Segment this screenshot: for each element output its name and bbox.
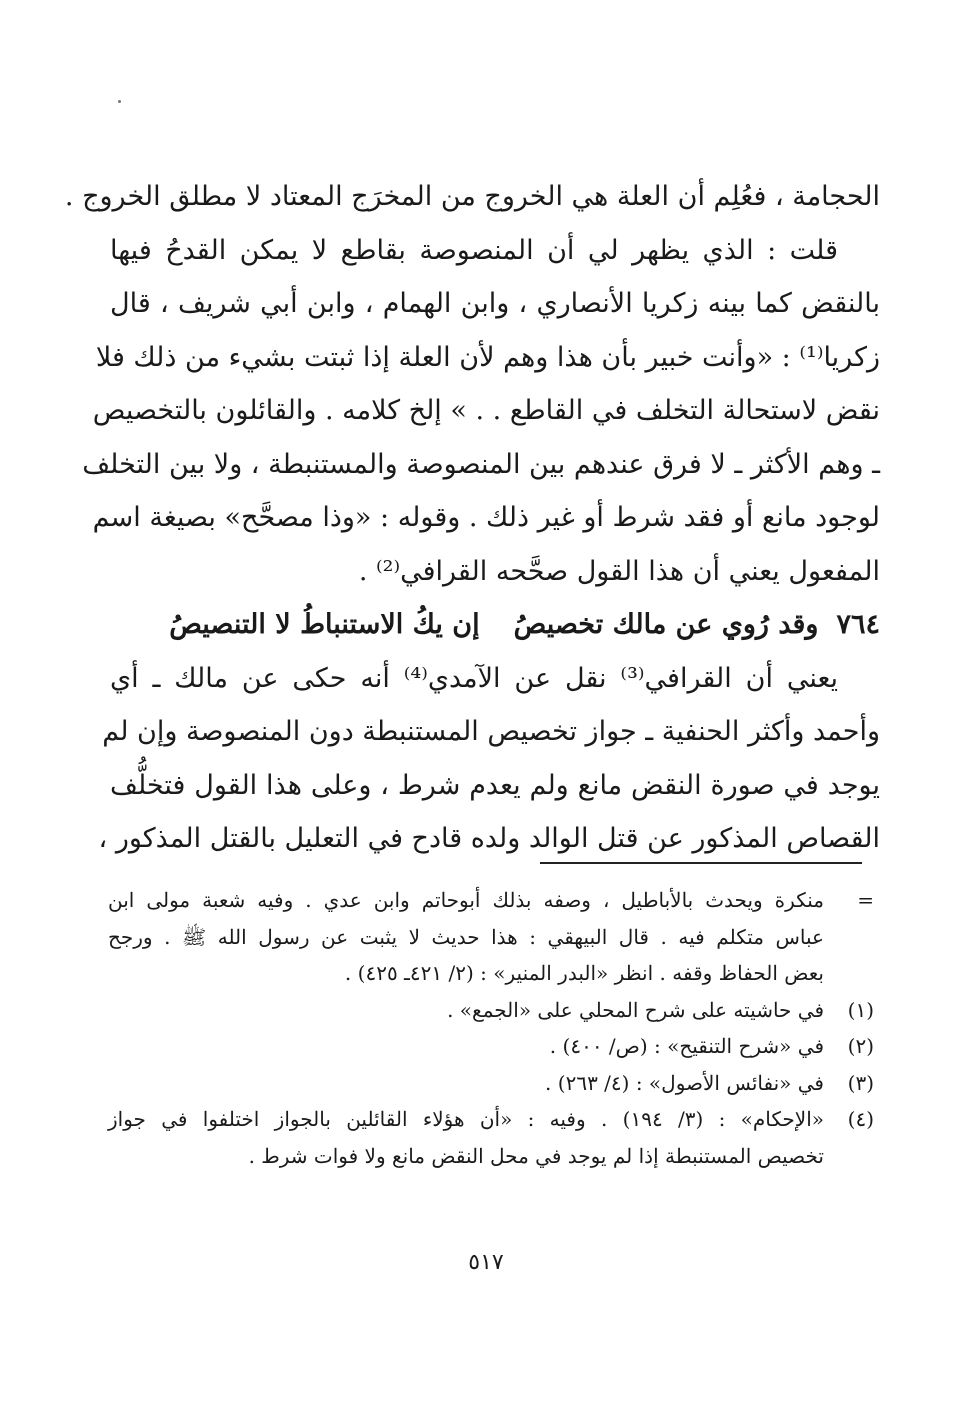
page-number: ٥١٧ (468, 1250, 504, 1275)
footnote-marker: (٣) (847, 1070, 874, 1095)
verse-hemistich-first: وقد رُوي عن مالك تخصيصُ (513, 609, 819, 640)
text-line: لوجود مانع أو فقد شرط أو غير ذلك . وقوله : «وذا مصحَّح» بصيغة اسم (92, 502, 880, 533)
footnote-1 (108, 992, 874, 1029)
text-line: يعني أن القرافي⁽³⁾ نقل عن الآمدي⁽⁴⁾ أنه حكى عن مالك ـ أي (110, 662, 839, 694)
footnote-2 (108, 1028, 874, 1065)
footnote-line: عباس متكلم فيه . قال البيهقي : هذا حديث لا يثبت عن رسول الله ﷺ . ورجح (108, 924, 824, 949)
text-line: زكريا⁽¹⁾ : «وأنت خبير بأن هذا وهم لأن العلة إذا ثبتت بشيء من ذلك فلا (95, 341, 880, 373)
text-line: الحجامة ، فعُلِم أن العلة هي الخروج من المخرَج المعتاد لا مطلق الخروج . (64, 181, 880, 212)
footnote-line: في «نفائس الأصول» : (٤/ ٢٦٣) . (545, 1070, 824, 1095)
footnote-marker: = (857, 888, 874, 912)
text-line: بالنقض كما بينه زكريا الأنصاري ، وابن الهمام ، وابن أبي شريف ، قال (110, 288, 880, 319)
footnote-marker: (٢) (847, 1034, 874, 1058)
footnote-marker: (١) (847, 997, 874, 1022)
text-line: نقض لاستحالة التخلف في القاطع . . » إلخ كلامه . والقائلون بالتخصيص (92, 395, 880, 426)
footnote-line: بعض الحفاظ وقفه . انظر «البدر المنير» : (٢/ ٤٢١ـ ٤٢٥) . (344, 961, 824, 985)
footnote-separator (540, 862, 862, 864)
main-text (64, 170, 880, 866)
text-line: القصاص المذكور عن قتل الوالد ولده قادح في التعليل بالقتل المذكور ، (98, 823, 880, 854)
text-line: يوجد في صورة النقض مانع ولم يعدم شرط ، وعلى هذا القول فتخلُّف (110, 769, 880, 801)
footnote-4 (108, 1101, 874, 1174)
footnote-marker: (٤) (847, 1107, 874, 1131)
footnote-body (108, 992, 824, 1029)
footnote-continued (108, 882, 874, 992)
footnote-body (108, 1101, 824, 1174)
footnotes (108, 882, 874, 1174)
print-speck (118, 100, 121, 103)
verse-line (110, 598, 880, 652)
footnote-line: «الإحكام» : (٣/ ١٩٤) . وفيه : «أن هؤلاء القائلين بالجواز اختلفوا في جواز (108, 1107, 824, 1131)
verse-hemistich-second: إن يكُ الاستنباطُ لا التنصيصُ (169, 609, 480, 640)
verse-number: ٧٦٤ (836, 609, 880, 640)
footnote-body (108, 1028, 824, 1065)
text-line: المفعول يعني أن هذا القول صحَّحه القرافي⁽²⁾ . (358, 555, 880, 587)
footnote-line: تخصيص المستنبطة إذا لم يوجد في محل النقض مانع ولا فوات شرط . (248, 1143, 824, 1168)
text-line: قلت : الذي يظهر لي أن المنصوصة بقاطع لا يمكن القدحُ فيها (110, 234, 838, 266)
footnote-line: في «شرح التنقيح» : (ص/ ٤٠٠) . (549, 1034, 824, 1058)
footnote-body (108, 882, 824, 992)
footnote-body (108, 1065, 824, 1102)
footnote-line: في حاشيته على شرح المحلي على «الجمع» . (447, 997, 824, 1022)
text-line: ـ وهم الأكثر ـ لا فرق عندهم بين المنصوصة والمستنبطة ، ولا بين التخلف (82, 448, 880, 480)
text-line: وأحمد وأكثر الحنفية ـ جواز تخصيص المستنبطة دون المنصوصة وإن لم (102, 716, 880, 747)
footnote-3 (108, 1065, 874, 1102)
footnote-line: منكرة ويحدث بالأباطيل ، وصفه بذلك أبوحاتم وابن عدي . وفيه شعبة مولى ابن (108, 888, 824, 912)
